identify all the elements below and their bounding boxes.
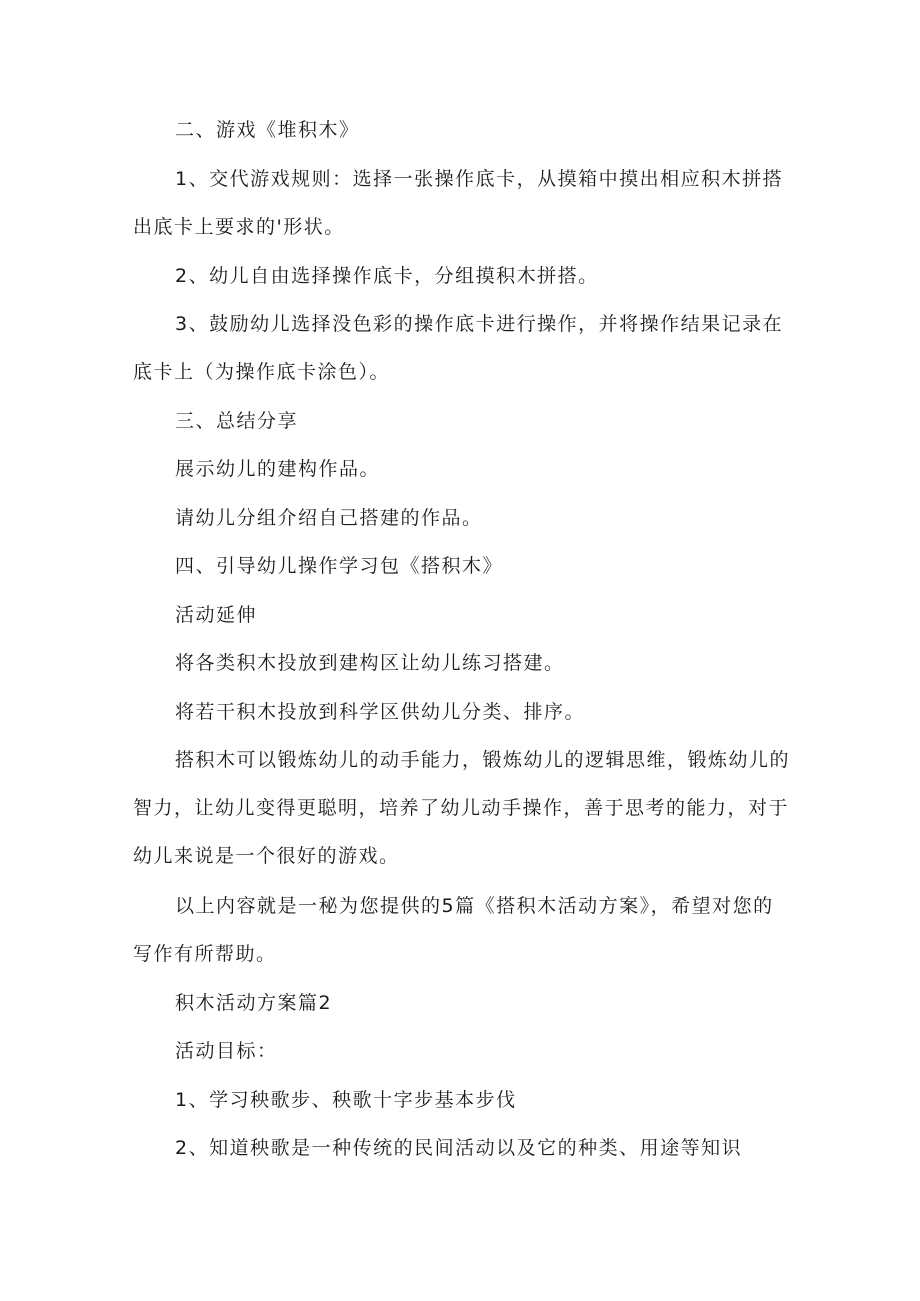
section-heading-game: 二、游戏《堆积木》	[175, 119, 360, 141]
section-heading-summary: 三、总结分享	[175, 410, 299, 432]
paragraph-science-area: 将若干积木投放到科学区供幼儿分类、排序。	[175, 701, 586, 723]
paragraph-construction-area: 将各类积木投放到建构区让幼儿练习搭建。	[175, 652, 565, 674]
section-heading-plan-2: 积木活动方案篇2	[175, 992, 333, 1014]
list-item-goal-1: 1、学习秧歌步、秧歌十字步基本步伐	[175, 1089, 517, 1111]
section-heading-extension: 活动延伸	[175, 604, 258, 626]
section-heading-goals: 活动目标：	[175, 1040, 278, 1062]
paragraph-free-choice: 2、幼儿自由选择操作底卡，分组摸积木拼搭。	[175, 265, 599, 287]
paragraph-encourage: 3、鼓励幼儿选择没色彩的操作底卡进行操作，并将操作结果记录在底卡上（为操作底卡涂色）。	[133, 313, 784, 383]
list-item-goal-2: 2、知道秧歌是一种传统的民间活动以及它的种类、用途等知识	[175, 1137, 743, 1159]
paragraph-introduce-works: 请幼儿分组介绍自己搭建的作品。	[175, 507, 483, 529]
paragraph-show-works: 展示幼儿的建构作品。	[175, 458, 381, 480]
paragraph-closing: 以上内容就是一秘为您提供的5篇《搭积木活动方案》，希望对您的写作有所帮助。	[133, 895, 774, 965]
paragraph-benefits: 搭积木可以锻炼幼儿的动手能力，锻炼幼儿的逻辑思维，锻炼幼儿的智力，让幼儿变得更聪明，培养了幼儿动手操作，善于思考的能力，对于幼儿来说是一个很好的游戏。	[133, 749, 791, 867]
section-heading-learning-pack: 四、引导幼儿操作学习包《搭积木》	[175, 555, 504, 577]
paragraph-game-rules: 1、交代游戏规则：选择一张操作底卡，从摸箱中摸出相应积木拼搭出底卡上要求的'形状。	[133, 168, 784, 238]
